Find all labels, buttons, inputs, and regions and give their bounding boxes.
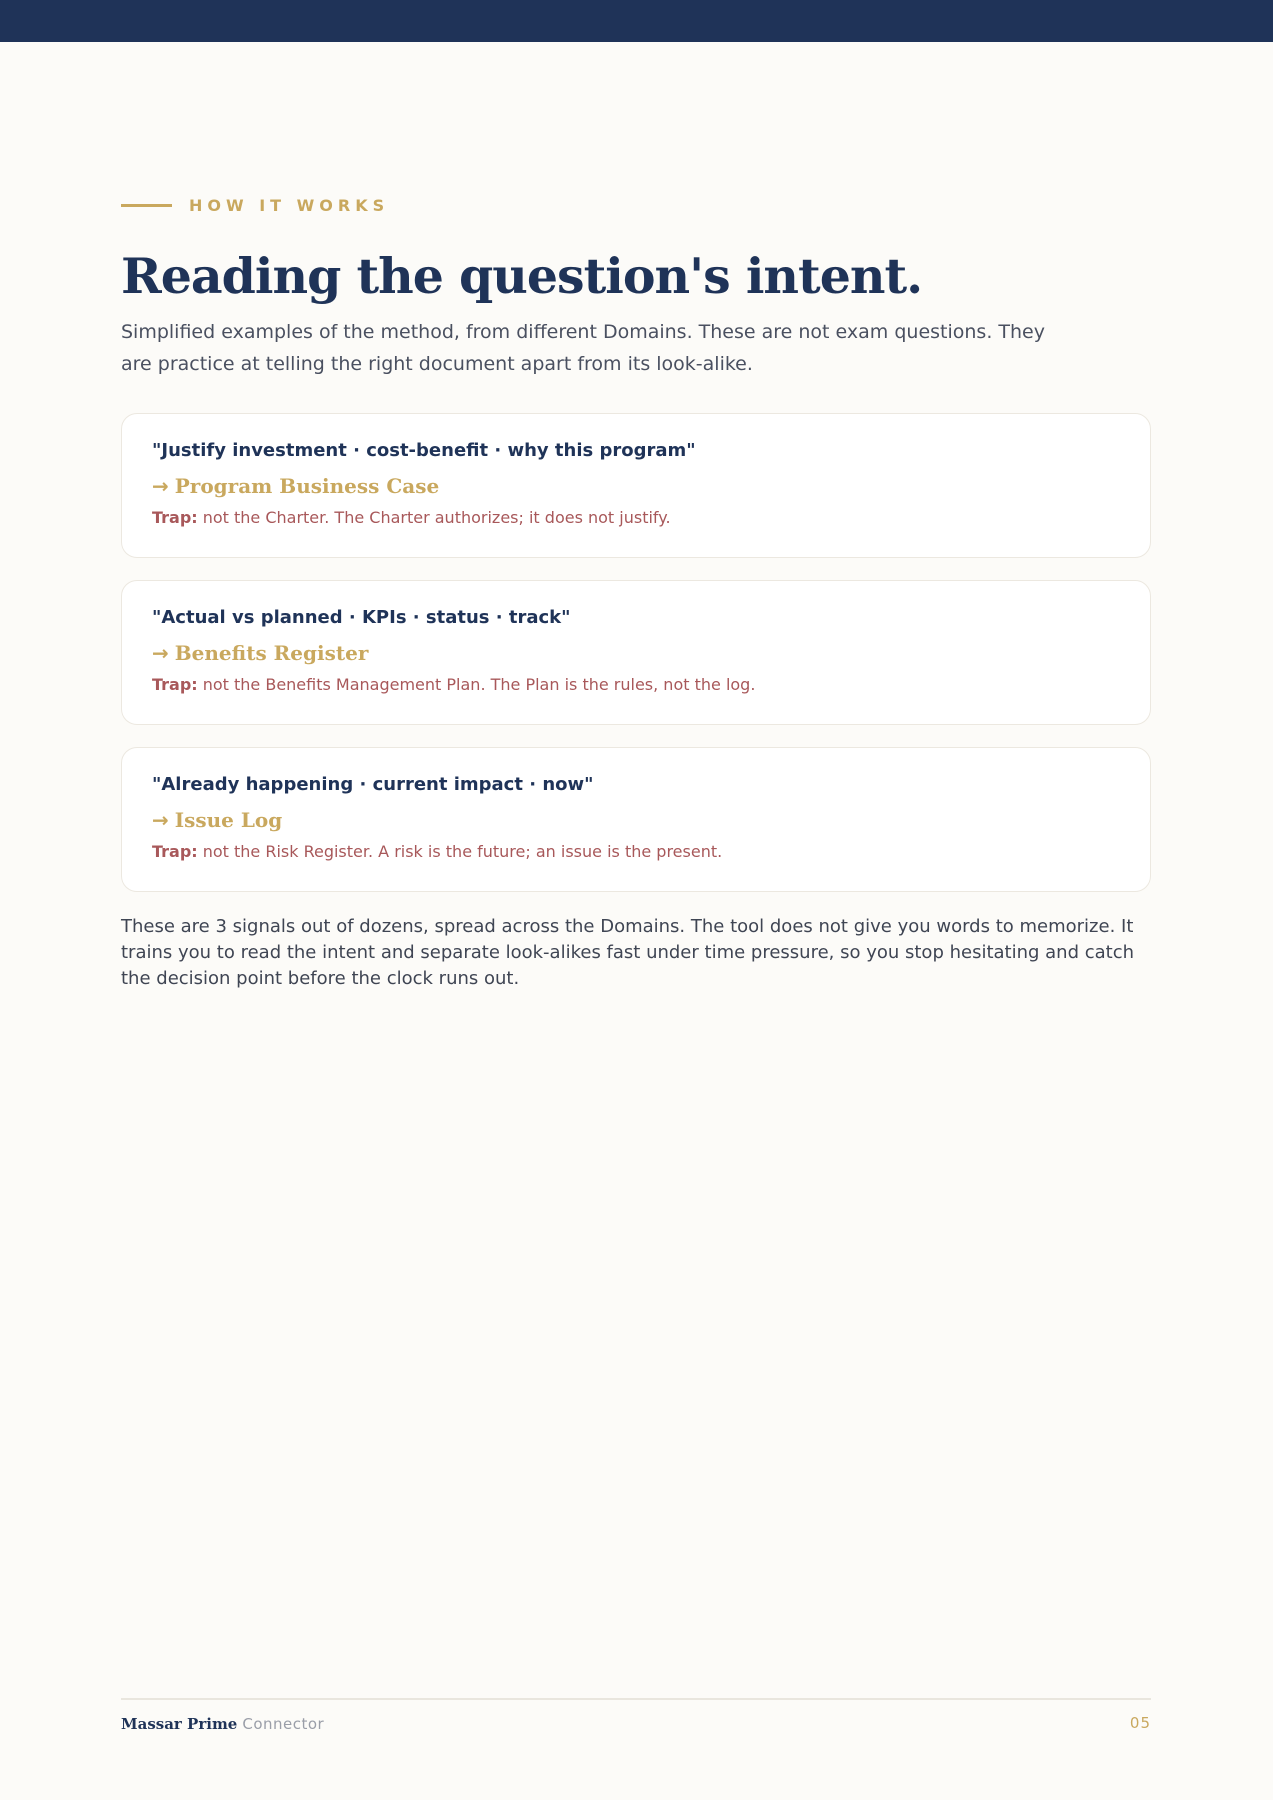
card-answer [152,639,1120,667]
page-title: Reading the question's intent. [121,247,923,305]
trap-label: Trap: [152,842,198,861]
footer-divider [121,1698,1151,1700]
top-banner-bar [0,0,1273,42]
example-card [121,413,1151,558]
card-trap [152,506,1120,530]
outro-paragraph: These are 3 signals out of dozens, spread across the Domains. The tool does not give you words to memorize. It trains you to read the intent and separate look-alikes fast under time pressure, so you stop hesitating and catch the decision point before the clock runs out. [121,916,1135,989]
page-footer [121,1710,1151,1736]
card-answer-text: Program Business Case [174,474,440,498]
card-query-text: "Actual vs planned · KPIs · status · track" [152,607,571,628]
eyebrow-label: HOW IT WORKS [189,195,390,215]
trap-label: Trap: [152,508,198,527]
brand-name: Massar Prime [121,1714,238,1733]
arrow-right-icon: → [152,641,169,665]
page-number: 05 [1129,1714,1151,1732]
arrow-right-icon: → [152,474,169,498]
card-answer-text: Benefits Register [174,641,369,665]
product-name: Connector [242,1714,325,1733]
footer-brand [121,1714,324,1733]
card-answer-text: Issue Log [174,808,283,832]
example-card-list [121,413,1151,892]
card-query-text: "Justify investment · cost-benefit · why this program" [152,440,696,461]
arrow-right-icon: → [152,808,169,832]
card-answer [152,472,1120,500]
card-trap [152,840,1120,864]
eyebrow-divider-line [121,204,172,207]
intro-paragraph: Simplified examples of the method, from different Domains. These are not exam questions. They are practice at telling the right document apart from its look-alike. [121,321,1045,375]
trap-text: not the Risk Register. A risk is the future; an issue is the present. [202,842,723,861]
card-answer [152,806,1120,834]
example-card [121,747,1151,892]
trap-text: not the Charter. The Charter authorizes; it does not justify. [202,508,671,527]
trap-text: not the Benefits Management Plan. The Plan is the rules, not the log. [202,675,756,694]
trap-label: Trap: [152,675,198,694]
main-content [121,190,1151,1010]
section-eyebrow [121,190,1151,220]
card-trap [152,673,1120,697]
card-query-text: "Already happening · current impact · now" [152,774,594,795]
example-card [121,580,1151,725]
